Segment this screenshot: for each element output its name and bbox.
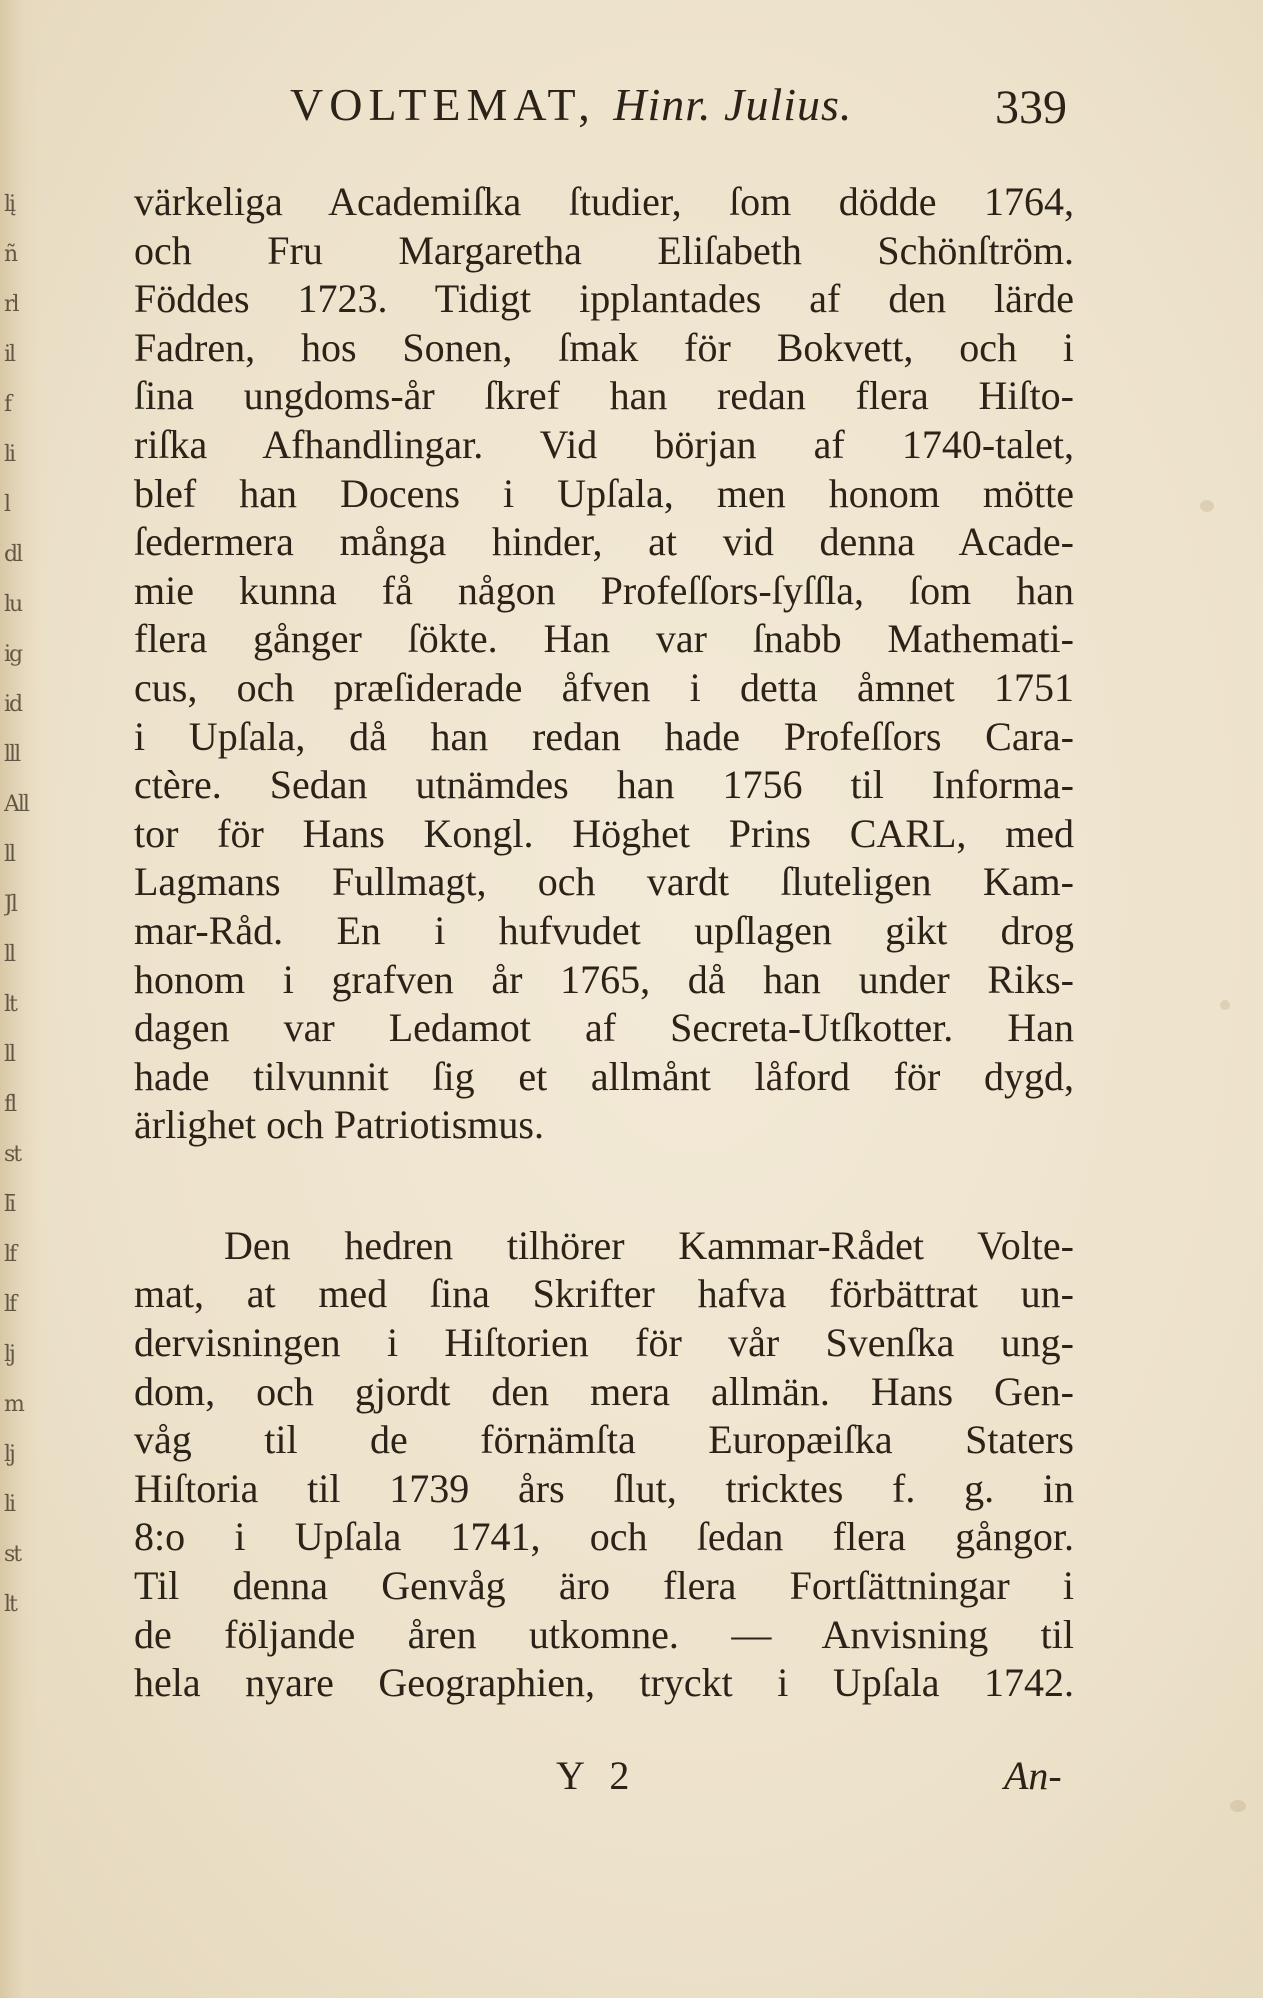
running-head — [290, 78, 852, 131]
text-line: 8:o i Upſala 1741, och ſedan flera gångor. — [134, 1514, 1074, 1560]
text-line: tor för Hans Kongl. Höghet Prins CARL, med — [134, 810, 1074, 856]
signature-mark: Y 2 — [556, 1753, 638, 1798]
text-line: hade tilvunnit ſig et allmånt låford för dygd, — [134, 1053, 1074, 1099]
text-line: riſka Afhandlingar. Vid början af 1740-talet, — [134, 421, 1074, 467]
foxing-spot — [1220, 1000, 1230, 1010]
text-line: i Upſala, då han redan hade Profeſſors Cara- — [134, 713, 1074, 759]
text-line: och Fru Margaretha Eliſabeth Schönſtröm. — [134, 227, 1074, 273]
text-line: de följande åren utkomne. — Anvisning til — [134, 1611, 1074, 1657]
text-line: mar-Råd. En i hufvudet upſlagen gikt drog — [134, 907, 1074, 953]
page-header — [0, 78, 1263, 148]
text-line: Fadren, hos Sonen, ſmak för Bokvett, och i — [134, 324, 1074, 370]
text-line: Föddes 1723. Tidigt ipplantades af den lärde — [134, 276, 1074, 322]
text-line: Til denna Genvåg äro flera Fortſättningar i — [134, 1563, 1074, 1609]
text-line: flera gånger ſökte. Han var ſnabb Mathemati- — [134, 616, 1074, 662]
text-line: Lagmans Fullmagt, och vardt ſluteligen Kam- — [134, 859, 1074, 905]
body-text — [134, 178, 1074, 1708]
paragraph-1 — [134, 178, 1074, 1150]
text-line: mat, at med ſina Skrifter hafva förbättrat un- — [134, 1271, 1074, 1317]
text-line: ſedermera många hinder, at vid denna Acade- — [134, 519, 1074, 565]
text-line: mie kunna få någon Profeſſors-ſyſſla, ſom han — [134, 567, 1074, 613]
running-head-surname: VOLTEMAT, — [290, 79, 596, 130]
foxing-spot — [1200, 500, 1214, 512]
text-line: Den hedren tilhörer Kammar-Rådet Volte- — [224, 1222, 1074, 1268]
text-line: cus, och præſiderade åfven i detta åmnet 1751 — [134, 664, 1074, 710]
gutter-bleed-through: lį ñ rl il f li l dl lu ig id lll All ll Jl ll lt ll fl st lī lf lf lj m lj li st lt — [4, 192, 28, 1617]
text-line: ärlighet och Patriotismus. — [134, 1102, 544, 1148]
paragraph-gap — [134, 1150, 1074, 1222]
text-line: blef han Docens i Upſala, men honom mötte — [134, 470, 1074, 516]
text-line: värkeliga Academiſka ſtudier, ſom dödde 1764, — [134, 179, 1074, 224]
text-line: dervisningen i Hiſtorien för vår Svenſka ung- — [134, 1320, 1074, 1366]
text-line: våg til de förnämſta Europæiſka Staters — [134, 1417, 1074, 1463]
text-line: ſina ungdoms-år ſkref han redan flera Hiſto- — [134, 373, 1074, 419]
text-line: ctère. Sedan utnämdes han 1756 til Informa- — [134, 762, 1074, 808]
text-line: dom, och gjordt den mera allmän. Hans Gen- — [134, 1368, 1074, 1414]
page-footer — [0, 1752, 1263, 1812]
catchword: An- — [1004, 1753, 1062, 1798]
text-line: dagen var Ledamot af Secreta-Utſkotter. Han — [134, 1005, 1074, 1051]
text-line: Hiſtoria til 1739 års ſlut, tricktes f. g. in — [134, 1465, 1074, 1511]
page-number: 339 — [995, 81, 1067, 134]
paragraph-2 — [134, 1222, 1074, 1708]
text-line: hela nyare Geographien, tryckt i Upſala 1742. — [134, 1660, 1074, 1706]
running-head-given-name: Hinr. Julius. — [613, 79, 853, 130]
binding-gutter — [0, 0, 40, 1998]
text-line: honom i grafven år 1765, då han under Riks- — [134, 956, 1074, 1002]
